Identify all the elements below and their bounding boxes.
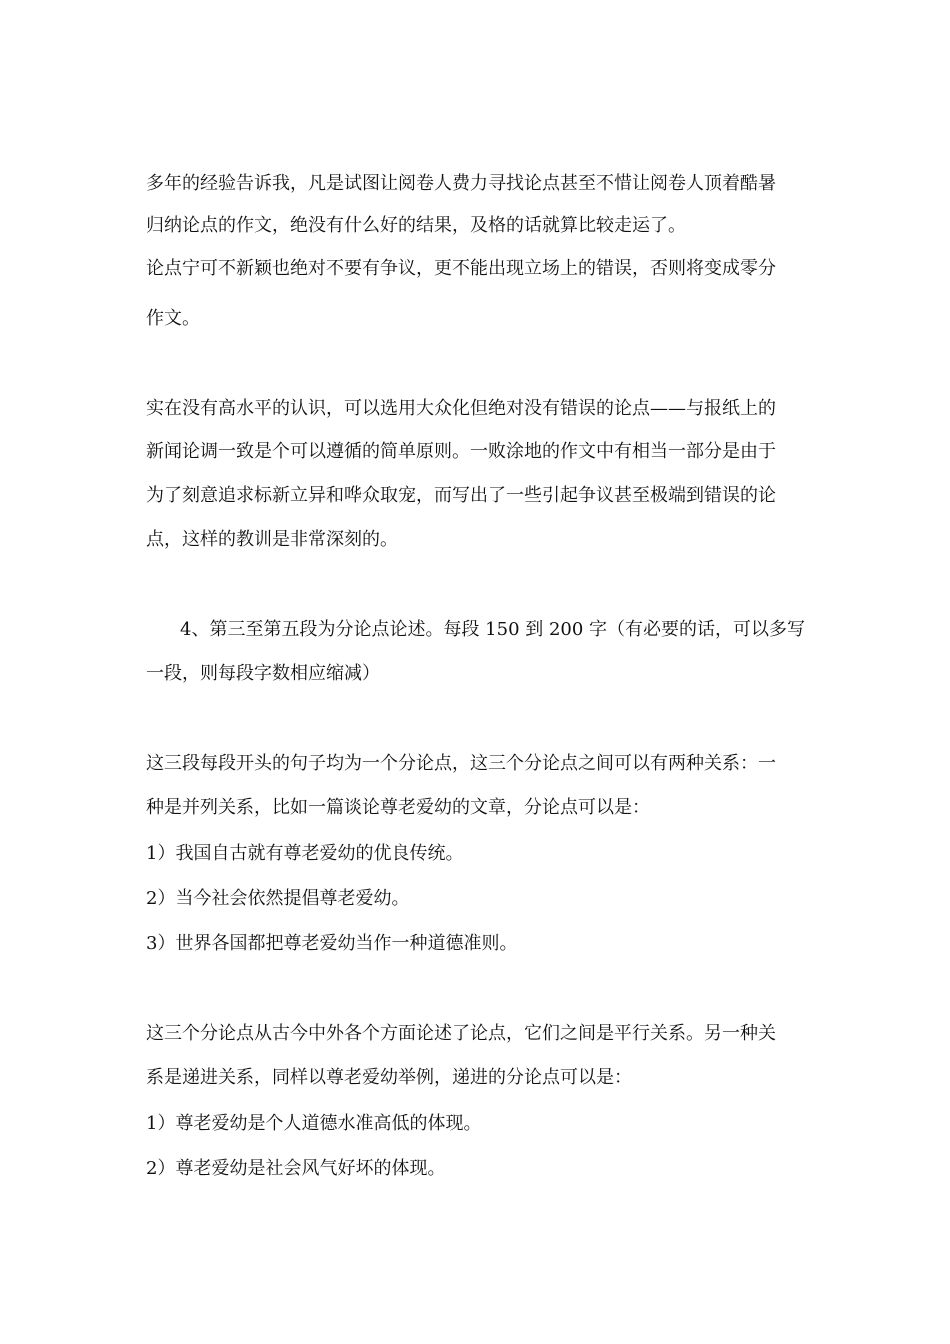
paragraph-line: 点，这样的教训是非常深刻的。 bbox=[146, 529, 398, 550]
list-item: 1）尊老爱幼是个人道德水准高低的体现。 bbox=[146, 1113, 482, 1134]
paragraph-line: 归纳论点的作文，绝没有什么好的结果，及格的话就算比较走运了。 bbox=[146, 215, 686, 236]
paragraph-line: 论点宁可不新颖也绝对不要有争议，更不能出现立场上的错误，否则将变成零分 bbox=[146, 258, 776, 279]
paragraph-line: 为了刻意追求标新立异和哗众取宠，而写出了一些引起争议甚至极端到错误的论 bbox=[146, 485, 776, 506]
list-item: 1）我国自古就有尊老爱幼的优良传统。 bbox=[146, 843, 464, 864]
paragraph-line: 这三个分论点从古今中外各个方面论述了论点，它们之间是平行关系。另一种关 bbox=[146, 1023, 776, 1044]
paragraph-line: 一段，则每段字数相应缩减） bbox=[146, 663, 380, 684]
list-item: 2）尊老爱幼是社会风气好坏的体现。 bbox=[146, 1158, 446, 1179]
list-item: 3）世界各国都把尊老爱幼当作一种道德准则。 bbox=[146, 933, 518, 954]
paragraph-line: 实在没有高水平的认识，可以选用大众化但绝对没有错误的论点——与报纸上的 bbox=[146, 398, 776, 419]
section-heading-line: 4、第三至第五段为分论点论述。每段 150 到 200 字（有必要的话，可以多写 bbox=[180, 619, 806, 640]
paragraph-line: 作文。 bbox=[146, 308, 200, 329]
paragraph-line: 这三段每段开头的句子均为一个分论点，这三个分论点之间可以有两种关系：一 bbox=[146, 753, 776, 774]
list-item: 2）当今社会依然提倡尊老爱幼。 bbox=[146, 888, 410, 909]
paragraph-line: 系是递进关系，同样以尊老爱幼举例，递进的分论点可以是： bbox=[146, 1067, 632, 1088]
paragraph-line: 种是并列关系，比如一篇谈论尊老爱幼的文章，分论点可以是： bbox=[146, 797, 650, 818]
paragraph-line: 多年的经验告诉我，凡是试图让阅卷人费力寻找论点甚至不惜让阅卷人顶着酷暑 bbox=[146, 173, 776, 194]
paragraph-line: 新闻论调一致是个可以遵循的简单原则。一败涂地的作文中有相当一部分是由于 bbox=[146, 441, 776, 462]
